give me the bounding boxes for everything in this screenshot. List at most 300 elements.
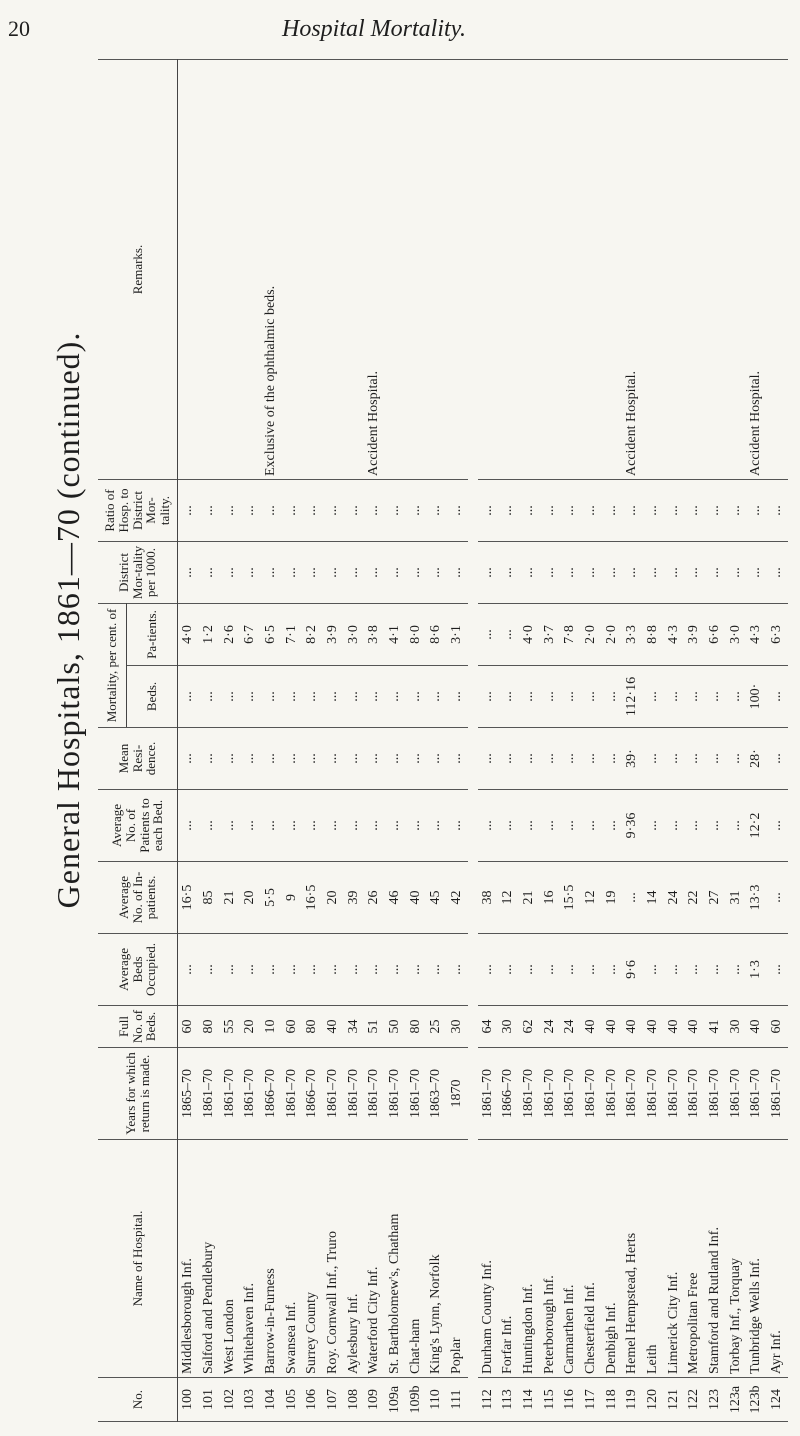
district-mortality-cell: ... bbox=[220, 542, 241, 604]
inpatients-cell: 16·5 bbox=[178, 862, 199, 934]
full-beds-cell: 30 bbox=[447, 1006, 468, 1048]
table-row bbox=[199, 60, 220, 1422]
inpatients-cell: 14 bbox=[643, 862, 664, 934]
full-beds-cell: 25 bbox=[426, 1006, 447, 1048]
mortality-beds-cell: ... bbox=[282, 666, 303, 728]
mortality-patients-cell: 3·0 bbox=[726, 604, 747, 666]
mortality-beds-cell: ... bbox=[705, 666, 726, 728]
hospital-name-cell: Whitehaven Inf. bbox=[240, 1140, 261, 1378]
district-mortality-cell: ... bbox=[447, 542, 468, 604]
district-mortality-cell: ... bbox=[540, 542, 561, 604]
row-no-cell: 114 bbox=[519, 1378, 540, 1422]
hospital-name-cell: Surrey County bbox=[302, 1140, 323, 1378]
full-beds-cell: 60 bbox=[178, 1006, 199, 1048]
table-row bbox=[643, 60, 664, 1422]
mean-residence-cell: ... bbox=[261, 728, 282, 790]
remarks-cell bbox=[199, 60, 220, 480]
mortality-beds-cell: ... bbox=[406, 666, 427, 728]
mean-residence-cell: ... bbox=[282, 728, 303, 790]
mortality-beds-cell: ... bbox=[643, 666, 664, 728]
inpatients-cell: ... bbox=[622, 862, 643, 934]
mortality-beds-cell: ... bbox=[178, 666, 199, 728]
page-number: 20 bbox=[8, 16, 30, 41]
row-no-cell: 123 bbox=[705, 1378, 726, 1422]
mortality-beds-cell: ... bbox=[684, 666, 705, 728]
district-mortality-cell: ... bbox=[622, 542, 643, 604]
mortality-table-wrapper bbox=[98, 62, 788, 1422]
mean-residence-cell: ... bbox=[705, 728, 726, 790]
header-years: Years for which return is made. bbox=[98, 1048, 178, 1140]
beds-occupied-cell: ... bbox=[726, 934, 747, 1006]
mortality-beds-cell: ... bbox=[323, 666, 344, 728]
mean-residence-cell: 28· bbox=[746, 728, 767, 790]
full-beds-cell: 20 bbox=[240, 1006, 261, 1048]
header-mortality-beds: Beds. bbox=[127, 666, 178, 728]
ratio-cell: ... bbox=[684, 480, 705, 542]
patients-per-bed-cell: ... bbox=[560, 790, 581, 862]
inpatients-cell: 39 bbox=[344, 862, 365, 934]
patients-per-bed-cell: ... bbox=[447, 790, 468, 862]
mean-residence-cell: ... bbox=[540, 728, 561, 790]
mortality-patients-cell: 4·0 bbox=[519, 604, 540, 666]
years-cell: 1861–70 bbox=[643, 1048, 664, 1140]
full-beds-cell: 10 bbox=[261, 1006, 282, 1048]
row-no-cell: 107 bbox=[323, 1378, 344, 1422]
district-mortality-cell: ... bbox=[498, 542, 519, 604]
district-mortality-cell: ... bbox=[726, 542, 747, 604]
ratio-cell: ... bbox=[767, 480, 788, 542]
mean-residence-cell: ... bbox=[199, 728, 220, 790]
remarks-cell bbox=[220, 60, 241, 480]
district-mortality-cell: ... bbox=[602, 542, 623, 604]
beds-occupied-cell: ... bbox=[385, 934, 406, 1006]
full-beds-cell: 40 bbox=[323, 1006, 344, 1048]
table-row bbox=[602, 60, 623, 1422]
years-cell: 1861–70 bbox=[602, 1048, 623, 1140]
hospital-name-cell: St. Bartholomew's, Chatham bbox=[385, 1140, 406, 1378]
row-no-cell: 115 bbox=[540, 1378, 561, 1422]
header-district-mortality: District Mor-tality per 1000. bbox=[98, 542, 178, 604]
hospital-name-cell: Tunbridge Wells Inf. bbox=[746, 1140, 767, 1378]
district-mortality-cell: ... bbox=[406, 542, 427, 604]
mean-residence-cell: ... bbox=[684, 728, 705, 790]
ratio-cell: ... bbox=[282, 480, 303, 542]
mortality-table bbox=[98, 59, 788, 1422]
beds-occupied-cell: ... bbox=[519, 934, 540, 1006]
row-no-cell: 109a bbox=[385, 1378, 406, 1422]
full-beds-cell: 80 bbox=[199, 1006, 220, 1048]
years-cell: 1861–70 bbox=[240, 1048, 261, 1140]
remarks-cell bbox=[406, 60, 427, 480]
running-head: Hospital Mortality. bbox=[282, 16, 467, 42]
row-no-cell: 100 bbox=[178, 1378, 199, 1422]
years-cell: 1861–70 bbox=[705, 1048, 726, 1140]
remarks-cell bbox=[602, 60, 623, 480]
remarks-cell bbox=[426, 60, 447, 480]
ratio-cell: ... bbox=[519, 480, 540, 542]
table-row bbox=[447, 60, 468, 1422]
full-beds-cell: 40 bbox=[664, 1006, 685, 1048]
ratio-cell: ... bbox=[406, 480, 427, 542]
table-row bbox=[302, 60, 323, 1422]
beds-occupied-cell: ... bbox=[323, 934, 344, 1006]
hospital-name-cell: King's Lynn, Norfolk bbox=[426, 1140, 447, 1378]
years-cell: 1865–70 bbox=[178, 1048, 199, 1140]
inpatients-cell: 20 bbox=[240, 862, 261, 934]
inpatients-cell: ... bbox=[767, 862, 788, 934]
inpatients-cell: 9 bbox=[282, 862, 303, 934]
mean-residence-cell: ... bbox=[664, 728, 685, 790]
row-no-cell: 103 bbox=[240, 1378, 261, 1422]
hospital-name-cell: Poplar bbox=[447, 1140, 468, 1378]
mortality-beds-cell: ... bbox=[767, 666, 788, 728]
row-no-cell: 119 bbox=[622, 1378, 643, 1422]
table-row bbox=[323, 60, 344, 1422]
beds-occupied-cell: ... bbox=[447, 934, 468, 1006]
beds-occupied-cell: ... bbox=[581, 934, 602, 1006]
years-cell: 1861–70 bbox=[767, 1048, 788, 1140]
beds-occupied-cell: ... bbox=[498, 934, 519, 1006]
years-cell: 1861–70 bbox=[622, 1048, 643, 1140]
full-beds-cell: 62 bbox=[519, 1006, 540, 1048]
row-no-cell: 118 bbox=[602, 1378, 623, 1422]
row-no-cell: 123b bbox=[746, 1378, 767, 1422]
hospital-name-cell: Waterford City Inf. bbox=[364, 1140, 385, 1378]
row-no-cell: 102 bbox=[220, 1378, 241, 1422]
ratio-cell: ... bbox=[302, 480, 323, 542]
inpatients-cell: 16·5 bbox=[302, 862, 323, 934]
remarks-cell bbox=[560, 60, 581, 480]
remarks-cell bbox=[540, 60, 561, 480]
full-beds-cell: 64 bbox=[478, 1006, 499, 1048]
inpatients-cell: 85 bbox=[199, 862, 220, 934]
mortality-patients-cell: 4·3 bbox=[746, 604, 767, 666]
years-cell: 1866–70 bbox=[261, 1048, 282, 1140]
inpatients-cell: 16 bbox=[540, 862, 561, 934]
inpatients-cell: 38 bbox=[478, 862, 499, 934]
mortality-patients-cell: 3·7 bbox=[540, 604, 561, 666]
patients-per-bed-cell: ... bbox=[220, 790, 241, 862]
table-row bbox=[622, 60, 643, 1422]
header-avg-inpatients: Average No. of In-patients. bbox=[98, 862, 178, 934]
hospital-name-cell: Aylesbury Inf. bbox=[344, 1140, 365, 1378]
inpatients-cell: 24 bbox=[664, 862, 685, 934]
remarks-cell: Accident Hospital. bbox=[622, 60, 643, 480]
hospital-name-cell: Ayr Inf. bbox=[767, 1140, 788, 1378]
header-mean-residence: Mean Resi-dence. bbox=[98, 728, 178, 790]
mean-residence-cell: ... bbox=[344, 728, 365, 790]
mortality-beds-cell: 112·16 bbox=[622, 666, 643, 728]
district-mortality-cell: ... bbox=[767, 542, 788, 604]
mean-residence-cell: ... bbox=[560, 728, 581, 790]
table-row bbox=[560, 60, 581, 1422]
ratio-cell: ... bbox=[240, 480, 261, 542]
mortality-beds-cell: ... bbox=[519, 666, 540, 728]
district-mortality-cell: ... bbox=[746, 542, 767, 604]
header-ratio: Ratio of Hosp. to District Mor-tality. bbox=[98, 480, 178, 542]
hospital-name-cell: Leith bbox=[643, 1140, 664, 1378]
beds-occupied-cell: ... bbox=[664, 934, 685, 1006]
table-row bbox=[540, 60, 561, 1422]
table-row bbox=[261, 60, 282, 1422]
table-row bbox=[498, 60, 519, 1422]
mortality-patients-cell: 4·0 bbox=[178, 604, 199, 666]
full-beds-cell: 41 bbox=[705, 1006, 726, 1048]
beds-occupied-cell: ... bbox=[540, 934, 561, 1006]
mean-residence-cell: ... bbox=[602, 728, 623, 790]
ratio-cell: ... bbox=[664, 480, 685, 542]
full-beds-cell: 51 bbox=[364, 1006, 385, 1048]
table-body bbox=[178, 60, 789, 1422]
row-no-cell: 110 bbox=[426, 1378, 447, 1422]
patients-per-bed-cell: ... bbox=[240, 790, 261, 862]
beds-occupied-cell: ... bbox=[220, 934, 241, 1006]
patients-per-bed-cell: ... bbox=[282, 790, 303, 862]
mean-residence-cell: ... bbox=[478, 728, 499, 790]
mean-residence-cell: ... bbox=[726, 728, 747, 790]
mortality-patients-cell: 2·6 bbox=[220, 604, 241, 666]
hospital-name-cell: Hemel Hempstead, Herts bbox=[622, 1140, 643, 1378]
full-beds-cell: 50 bbox=[385, 1006, 406, 1048]
ratio-cell: ... bbox=[385, 480, 406, 542]
patients-per-bed-cell: 9·36 bbox=[622, 790, 643, 862]
table-row bbox=[178, 60, 199, 1422]
mortality-beds-cell: ... bbox=[261, 666, 282, 728]
full-beds-cell: 24 bbox=[560, 1006, 581, 1048]
full-beds-cell: 40 bbox=[643, 1006, 664, 1048]
ratio-cell: ... bbox=[705, 480, 726, 542]
patients-per-bed-cell: ... bbox=[406, 790, 427, 862]
beds-occupied-cell: ... bbox=[406, 934, 427, 1006]
mean-residence-cell: ... bbox=[498, 728, 519, 790]
table-row bbox=[385, 60, 406, 1422]
mortality-patients-cell: 6·7 bbox=[240, 604, 261, 666]
inpatients-cell: 27 bbox=[705, 862, 726, 934]
beds-occupied-cell: ... bbox=[240, 934, 261, 1006]
beds-occupied-cell: 9·6 bbox=[622, 934, 643, 1006]
inpatients-cell: 22 bbox=[684, 862, 705, 934]
ratio-cell: ... bbox=[323, 480, 344, 542]
table-header bbox=[98, 60, 178, 1422]
remarks-cell bbox=[447, 60, 468, 480]
ratio-cell: ... bbox=[540, 480, 561, 542]
years-cell: 1861–70 bbox=[199, 1048, 220, 1140]
ratio-cell: ... bbox=[643, 480, 664, 542]
beds-occupied-cell: ... bbox=[364, 934, 385, 1006]
group-gap bbox=[468, 60, 478, 1422]
mortality-beds-cell: ... bbox=[478, 666, 499, 728]
beds-occupied-cell: ... bbox=[344, 934, 365, 1006]
inpatients-cell: 31 bbox=[726, 862, 747, 934]
ratio-cell: ... bbox=[364, 480, 385, 542]
patients-per-bed-cell: ... bbox=[426, 790, 447, 862]
patients-per-bed-cell: ... bbox=[705, 790, 726, 862]
patients-per-bed-cell: ... bbox=[602, 790, 623, 862]
mean-residence-cell: ... bbox=[220, 728, 241, 790]
row-no-cell: 116 bbox=[560, 1378, 581, 1422]
header-mortality-group: Mortality, per cent. of bbox=[98, 604, 127, 728]
mortality-patients-cell: 6·5 bbox=[261, 604, 282, 666]
hospital-name-cell: Stamford and Rutland Inf. bbox=[705, 1140, 726, 1378]
district-mortality-cell: ... bbox=[344, 542, 365, 604]
full-beds-cell: 30 bbox=[498, 1006, 519, 1048]
full-beds-cell: 30 bbox=[726, 1006, 747, 1048]
beds-occupied-cell: ... bbox=[478, 934, 499, 1006]
remarks-cell bbox=[302, 60, 323, 480]
district-mortality-cell: ... bbox=[302, 542, 323, 604]
remarks-cell: Accident Hospital. bbox=[746, 60, 767, 480]
ratio-cell: ... bbox=[199, 480, 220, 542]
mortality-beds-cell: ... bbox=[240, 666, 261, 728]
years-cell: 1866–70 bbox=[302, 1048, 323, 1140]
patients-per-bed-cell: 12·2 bbox=[746, 790, 767, 862]
row-no-cell: 108 bbox=[344, 1378, 365, 1422]
years-cell: 1861–70 bbox=[664, 1048, 685, 1140]
ratio-cell: ... bbox=[622, 480, 643, 542]
mortality-patients-cell: 4·3 bbox=[664, 604, 685, 666]
full-beds-cell: 40 bbox=[746, 1006, 767, 1048]
mortality-patients-cell: 6·3 bbox=[767, 604, 788, 666]
hospital-name-cell: Roy. Cornwall Inf., Truro bbox=[323, 1140, 344, 1378]
table-row bbox=[426, 60, 447, 1422]
mortality-beds-cell: ... bbox=[220, 666, 241, 728]
years-cell: 1866–70 bbox=[498, 1048, 519, 1140]
years-cell: 1861–70 bbox=[364, 1048, 385, 1140]
full-beds-cell: 40 bbox=[684, 1006, 705, 1048]
table-row bbox=[240, 60, 261, 1422]
remarks-cell bbox=[178, 60, 199, 480]
table-row bbox=[478, 60, 499, 1422]
district-mortality-cell: ... bbox=[581, 542, 602, 604]
mean-residence-cell: ... bbox=[323, 728, 344, 790]
remarks-cell bbox=[643, 60, 664, 480]
inpatients-cell: 26 bbox=[364, 862, 385, 934]
remarks-cell bbox=[664, 60, 685, 480]
mortality-patients-cell: 3·3 bbox=[622, 604, 643, 666]
district-mortality-cell: ... bbox=[178, 542, 199, 604]
hospital-name-cell: Barrow-in-Furness bbox=[261, 1140, 282, 1378]
ratio-cell: ... bbox=[746, 480, 767, 542]
district-mortality-cell: ... bbox=[664, 542, 685, 604]
hospital-name-cell: Denbigh Inf. bbox=[602, 1140, 623, 1378]
mortality-patients-cell: 4·1 bbox=[385, 604, 406, 666]
row-no-cell: 120 bbox=[643, 1378, 664, 1422]
mortality-patients-cell: 7·8 bbox=[560, 604, 581, 666]
years-cell: 1861–70 bbox=[726, 1048, 747, 1140]
mean-residence-cell: ... bbox=[302, 728, 323, 790]
ratio-cell: ... bbox=[344, 480, 365, 542]
ratio-cell: ... bbox=[178, 480, 199, 542]
mean-residence-cell: ... bbox=[178, 728, 199, 790]
mortality-patients-cell: ... bbox=[498, 604, 519, 666]
patients-per-bed-cell: ... bbox=[726, 790, 747, 862]
remarks-cell bbox=[498, 60, 519, 480]
remarks-cell bbox=[705, 60, 726, 480]
inpatients-cell: 42 bbox=[447, 862, 468, 934]
mean-residence-cell: ... bbox=[364, 728, 385, 790]
patients-per-bed-cell: ... bbox=[767, 790, 788, 862]
district-mortality-cell: ... bbox=[364, 542, 385, 604]
inpatients-cell: 12 bbox=[581, 862, 602, 934]
patients-per-bed-cell: ... bbox=[581, 790, 602, 862]
mortality-patients-cell: 8·8 bbox=[643, 604, 664, 666]
hospital-name-cell: Carmarthen Inf. bbox=[560, 1140, 581, 1378]
mortality-beds-cell: ... bbox=[560, 666, 581, 728]
full-beds-cell: 60 bbox=[282, 1006, 303, 1048]
inpatients-cell: 5·5 bbox=[261, 862, 282, 934]
remarks-cell bbox=[385, 60, 406, 480]
ratio-cell: ... bbox=[478, 480, 499, 542]
remarks-cell: Exclusive of the ophthalmic beds. bbox=[261, 60, 282, 480]
full-beds-cell: 80 bbox=[406, 1006, 427, 1048]
inpatients-cell: 46 bbox=[385, 862, 406, 934]
mortality-patients-cell: 3·0 bbox=[344, 604, 365, 666]
row-no-cell: 101 bbox=[199, 1378, 220, 1422]
ratio-cell: ... bbox=[261, 480, 282, 542]
side-title: General Hospitals, 1861—70 (continued). bbox=[50, 331, 86, 909]
inpatients-cell: 13·3 bbox=[746, 862, 767, 934]
inpatients-cell: 12 bbox=[498, 862, 519, 934]
hospital-name-cell: Chesterfield Inf. bbox=[581, 1140, 602, 1378]
ratio-cell: ... bbox=[220, 480, 241, 542]
table-row bbox=[746, 60, 767, 1422]
hospital-name-cell: Middlesborough Inf. bbox=[178, 1140, 199, 1378]
remarks-cell bbox=[282, 60, 303, 480]
table-row bbox=[344, 60, 365, 1422]
ratio-cell: ... bbox=[447, 480, 468, 542]
patients-per-bed-cell: ... bbox=[519, 790, 540, 862]
row-no-cell: 109 bbox=[364, 1378, 385, 1422]
mean-residence-cell: ... bbox=[406, 728, 427, 790]
row-no-cell: 105 bbox=[282, 1378, 303, 1422]
mortality-beds-cell: ... bbox=[199, 666, 220, 728]
district-mortality-cell: ... bbox=[199, 542, 220, 604]
remarks-cell bbox=[323, 60, 344, 480]
header-avg-beds-occupied: Average Beds Occupied. bbox=[98, 934, 178, 1006]
patients-per-bed-cell: ... bbox=[364, 790, 385, 862]
mean-residence-cell: ... bbox=[240, 728, 261, 790]
mortality-beds-cell: ... bbox=[426, 666, 447, 728]
hospital-name-cell: West London bbox=[220, 1140, 241, 1378]
hospital-name-cell: Limerick City Inf. bbox=[664, 1140, 685, 1378]
beds-occupied-cell: ... bbox=[767, 934, 788, 1006]
hospital-name-cell: Peterborough Inf. bbox=[540, 1140, 561, 1378]
hospital-name-cell: Swansea Inf. bbox=[282, 1140, 303, 1378]
patients-per-bed-cell: ... bbox=[540, 790, 561, 862]
mortality-patients-cell: 3·9 bbox=[323, 604, 344, 666]
row-no-cell: 123a bbox=[726, 1378, 747, 1422]
years-cell: 1861–70 bbox=[385, 1048, 406, 1140]
years-cell: 1863–70 bbox=[426, 1048, 447, 1140]
district-mortality-cell: ... bbox=[385, 542, 406, 604]
table-row bbox=[726, 60, 747, 1422]
mortality-beds-cell: ... bbox=[581, 666, 602, 728]
beds-occupied-cell: ... bbox=[178, 934, 199, 1006]
years-cell: 1861–70 bbox=[406, 1048, 427, 1140]
full-beds-cell: 24 bbox=[540, 1006, 561, 1048]
hospital-name-cell: Forfar Inf. bbox=[498, 1140, 519, 1378]
patients-per-bed-cell: ... bbox=[385, 790, 406, 862]
mortality-patients-cell: 2·0 bbox=[602, 604, 623, 666]
district-mortality-cell: ... bbox=[643, 542, 664, 604]
district-mortality-cell: ... bbox=[426, 542, 447, 604]
mortality-patients-cell: 3·8 bbox=[364, 604, 385, 666]
hospital-name-cell: Durham County Inf. bbox=[478, 1140, 499, 1378]
hospital-name-cell: Huntingdon Inf. bbox=[519, 1140, 540, 1378]
years-cell: 1861–70 bbox=[519, 1048, 540, 1140]
beds-occupied-cell: ... bbox=[302, 934, 323, 1006]
header-remarks: Remarks. bbox=[98, 60, 178, 480]
